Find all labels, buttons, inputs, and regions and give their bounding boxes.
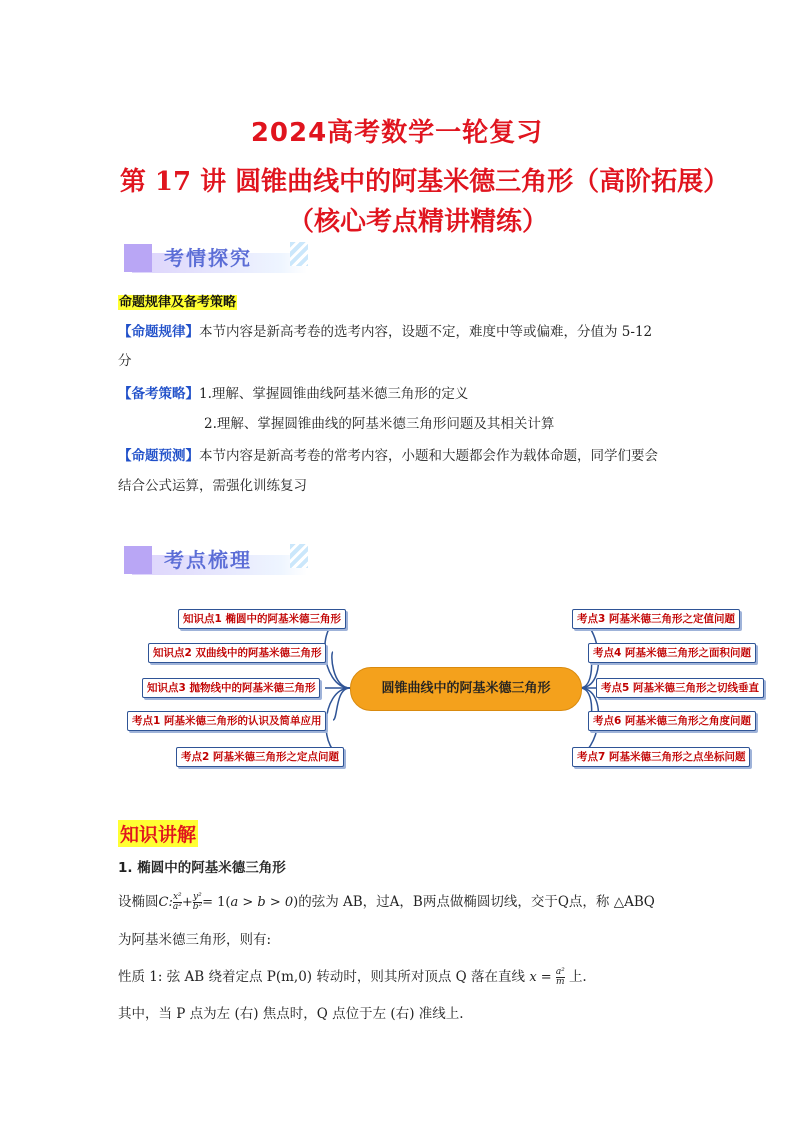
mindmap-node-right-1: 考点3 阿基米德三角形之定值问题 — [572, 609, 740, 629]
proposition-heading: 命题规律及备考策略 — [119, 295, 237, 310]
rule-paragraph: 【命题规律】本节内容是新高考卷的选考内容，设题不定，难度中等或偏难，分值为 5-12 — [118, 324, 653, 340]
mindmap-center: 圆锥曲线中的阿基米德三角形 — [350, 667, 582, 711]
ellipse-equation: C: $\frac{\text{x²}}{\text{a²}}$ + $\frac{\text{y²}}{\text{b²}}$ = 1(a > b > 0) — [158, 892, 299, 912]
rule-paragraph-cont: 分 — [118, 353, 132, 369]
directrix-equation: x = $\frac{\text{a²}}{m}$ — [529, 967, 565, 987]
section-title-knowledge: 知识讲解 — [118, 820, 198, 847]
mindmap-node-left-1: 知识点1 椭圆中的阿基米德三角形 — [178, 609, 346, 629]
section-title: 考点梳理 — [164, 548, 252, 572]
mindmap-node-right-5: 考点7 阿基米德三角形之点坐标问题 — [572, 747, 750, 767]
mindmap-node-right-2: 考点4 阿基米德三角形之面积问题 — [588, 643, 756, 663]
mindmap-node-right-4: 考点6 阿基米德三角形之角度问题 — [588, 711, 756, 731]
doc-subtitle: 第 17 讲 圆锥曲线中的阿基米德三角形（高阶拓展）（核心考点精讲精练） — [119, 167, 717, 237]
mindmap-node-left-2: 知识点2 双曲线中的阿基米德三角形 — [148, 643, 326, 663]
strategy-item-2: 2.理解、掌握圆锥曲线的阿基米德三角形问题及其相关计算 — [204, 416, 555, 432]
predict-paragraph: 【命题预测】本节内容是新高考卷的常考内容，小题和大题都会作为载体命题，同学们要会 — [118, 448, 658, 464]
mindmap-node-left-5: 考点2 阿基米德三角形之定点问题 — [176, 747, 344, 767]
doc-title: 2024高考数学一轮复习 — [250, 118, 544, 148]
content-paragraph-4: 其中，当 P 点为左 (右) 焦点时，Q 点位于左 (右) 准线上. — [118, 1006, 464, 1022]
mindmap-node-left-4: 考点1 阿基米德三角形的认识及简单应用 — [127, 711, 326, 731]
content-paragraph-3: 性质 1: 弦 AB 绕着定点 P(m,0) 转动时，则其所对顶点 Q 落在直线 x = $\frac{\text{a²}}{m}$ 上. — [118, 967, 587, 987]
content-paragraph-2: 为阿基米德三角形，则有: — [118, 932, 272, 948]
predict-paragraph-cont: 结合公式运算，需强化训练复习 — [118, 478, 307, 494]
content-heading: 1. 椭圆中的阿基米德三角形 — [118, 860, 286, 876]
strategy-paragraph: 【备考策略】1.理解、掌握圆锥曲线阿基米德三角形的定义 — [118, 386, 469, 402]
mindmap-node-left-3: 知识点3 抛物线中的阿基米德三角形 — [142, 678, 320, 698]
mindmap-node-right-3: 考点5 阿基米德三角形之切线垂直 — [596, 678, 764, 698]
section-title: 考情探究 — [164, 246, 252, 270]
content-paragraph-1: 设椭圆C: $\frac{\text{x²}}{\text{a²}}$ + $\frac{\text{y²}}{\text{b²}}$ = 1(a > b > 0)的弦为 AB，过A，B两点做椭圆切线，交于Q点，称 △ABQ — [118, 892, 655, 912]
